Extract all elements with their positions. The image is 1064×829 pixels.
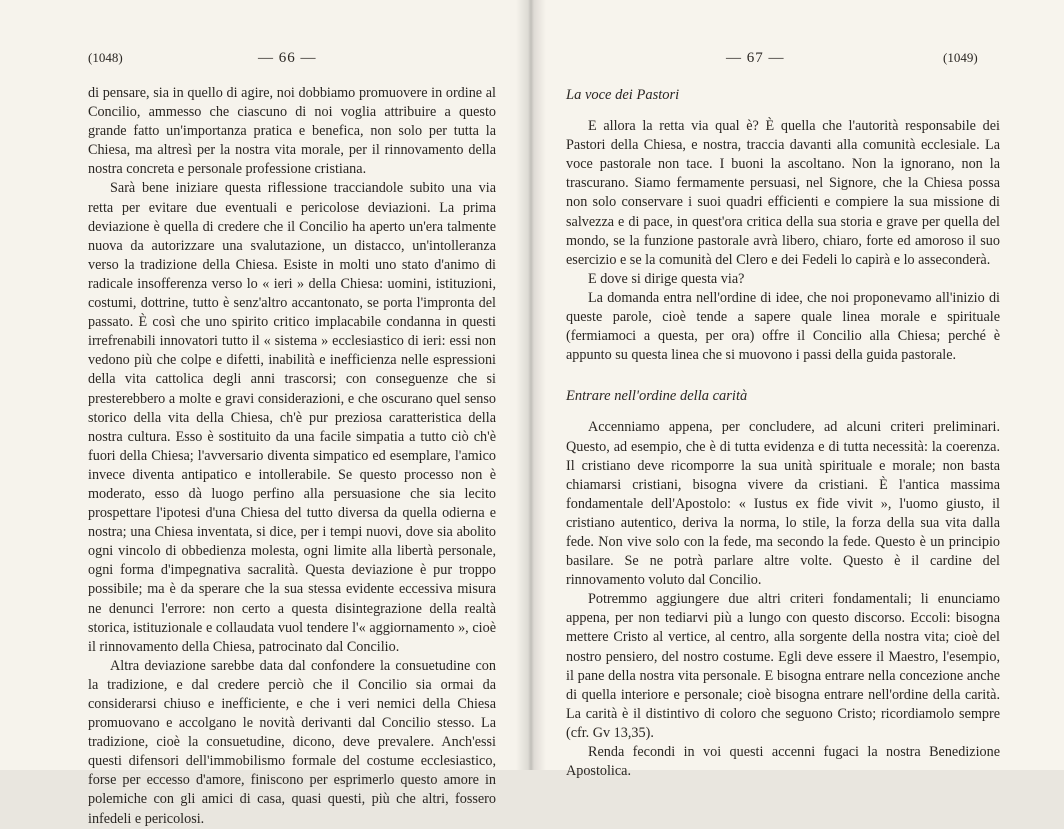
right-page-number: — 67 — <box>726 50 785 66</box>
paragraph: Sarà bene iniziare questa riflessione tracciandole subito una via retta per evitare due eventuali e pericolose deviazioni. La prima deviazione è quella di credere che il Concilio ha aperto un'era talmente nuova da autorizzare una svalutazione, un distacco, un'intolleranza verso la tradizione della Chiesa. Esiste in molti uno stato d'animo di radicale insofferenza verso lo « ieri » della Chiesa: uomini, istituzioni, costumi, dottrine, tutto è senz'altro accantonato, se porta l'impronta del passato. È così che uno spirito critico implacabile condanna in questi irrefrenabili innovatori tutto il « sistema » ecclesiastico di ieri: essi non vedono più che colpe e difetti, inabilità e inefficienza nelle espressioni della vita cattolica degli anni trascorsi; con conseguenze che si presterebbero a molte e gravi considerazioni, e che oscurano quel senso storico della vita della Chiesa, ch'è pur preziosa caratteristica della nostra cultura. Esso è sostituito da una facile simpatia a tutto ciò ch'è fuori della Chiesa; l'avversario diventa simpatico ed esemplare, l'amico invece diventa antipatico e intollerabile. Se questo processo non è moderato, esso dà luogo perfino alla persuasione che sia lecito prospettare l'ipotesi d'una Chiesa del tutto diversa da quella odierna e nostra; una Chiesa inventata, si dice, per i tempi nuovi, dove sia abolito ogni vincolo di obbedienza molesta, ogni limite alla libertà personale, ogni forma d'impegnativa sacralità. Questa deviazione è pur troppo possibile; ma è da sperare che la sua stessa evidente eccessiva misura ne denunci l'errore: non certo a questa disintegrazione della realtà storica, istituzionale e collaudata vuol tendere l'« aggiornamento », cioè il rinnovamento della Chiesa, patrocinato dal Concilio. <box>88 180 496 655</box>
paragraph: E dove si dirige questa via? <box>588 270 745 287</box>
right-text-column <box>566 86 1000 781</box>
paragraph: Altra deviazione sarebbe data dal confondere la consuetudine con la tradizione, e dal credere perciò che il Concilio sia ormai da considerarsi chiuso e inefficiente, e che i veri nemici della Chiesa promuovano e accolgano le novità derivanti dal Concilio stesso. La tradizione, cioè la consuetudine, dicono, deve prevalere. Anch'essi questi difensori dell'immobilismo formale del costume ecclesiastico, forse per eccesso d'amore, finiscono per esprimerlo questo amore in polemiche con gli amici di casa, quasi questi, più che altri, fossero infedeli e pericolosi. <box>88 657 496 827</box>
paragraph: Potremmo aggiungere due altri criteri fondamentali; li enunciamo appena, per non tediarvi più a lungo con questo discorso. Eccoli: bisogna mettere Cristo al vertice, al centro, alla sorgente della nostra vita; cioè del nostro pensiero, del nostro costume. Egli deve essere il Maestro, l'esempio, il pane della nostra vita personale. E bisogna entrare nella concezione anche di quella interiore e personale; cioè bisogna entrare nell'ordine della carità. La carità è il distintivo di coloro che seguono Cristo; ricordiamolo sempre (cfr. Gv 13,35). <box>566 591 1000 741</box>
section-title: Entrare nell'ordine della carità <box>566 388 748 405</box>
paragraph: E allora la retta via qual è? È quella che l'autorità responsabile dei Pastori della Chiesa, e nostra, traccia davanti alla comunità ecclesiale. La voce pastorale non tace. I buoni la ascoltano. Non la ignorano, non la trascurano. Siamo fermamente persuasi, nel Signore, che la Chiesa possa non solo conservare i suoi quadri efficienti e compiere la sua missione di salvezza e di pace, in quest'ora critica della sua storia e grave per quella del mondo, se la funzione pastorale avrà libero, chiaro, forte ed amoroso il suo esercizio e se la comunità del Clero e dei Fedeli lo capirà e lo asseconderà. <box>566 118 1000 268</box>
paragraph: La domanda entra nell'ordine di idee, che noi proponevamo all'inizio di queste parole, cioè tende a sapere quale linea morale e spirituale (fermiamoci a questa, per ora) offre il Concilio alla Chiesa; perché è appunto su questa linea che si muovono i passi della guida pastorale. <box>566 289 1000 364</box>
right-page-code: (1049) <box>943 50 978 65</box>
right-page <box>530 0 1064 780</box>
paragraph: Renda fecondi in voi questi accenni fugaci la nostra Benedizione Apostolica. <box>566 744 1000 780</box>
left-page-code: (1048) <box>88 50 123 65</box>
left-page-number: — 66 — <box>258 50 317 66</box>
section-title: La voce dei Pastori <box>566 87 680 103</box>
left-text-column <box>88 84 496 829</box>
left-page <box>0 0 530 827</box>
paragraph: di pensare, sia in quello di agire, noi dobbiamo promuovere in ordine al Concilio, ammesso che ciascuno di noi voglia attribuire a questo grande fatto un'importanza pratica e benefica, non solo per tutta la Chiesa, ma altresì per la nostra vita morale, per il rinnovamento della nostra concreta e personale professione cristiana. <box>88 85 496 178</box>
paragraph: Accenniamo appena, per concludere, ad alcuni criteri preliminari. Questo, ad esempio, che è di tutta evidenza e di tutta necessità: la coerenza. Il cristiano deve ricomporre la sua unità spirituale e morale; non basta chiamarsi cristiani, bisogna vivere da cristiani. È l'antica massima fondamentale dell'Apostolo: « Iustus ex fide vivit », l'uomo giusto, il cristiano autentico, deriva la norma, lo stile, la forza della sua vita dalla fede. Non vive solo con la fede, ma secondo la fede. Questo è un principio basilare. Se ne potrà parlare altre volte. Questo è il cardine del rinnovamento voluto dal Concilio. <box>566 419 1000 589</box>
